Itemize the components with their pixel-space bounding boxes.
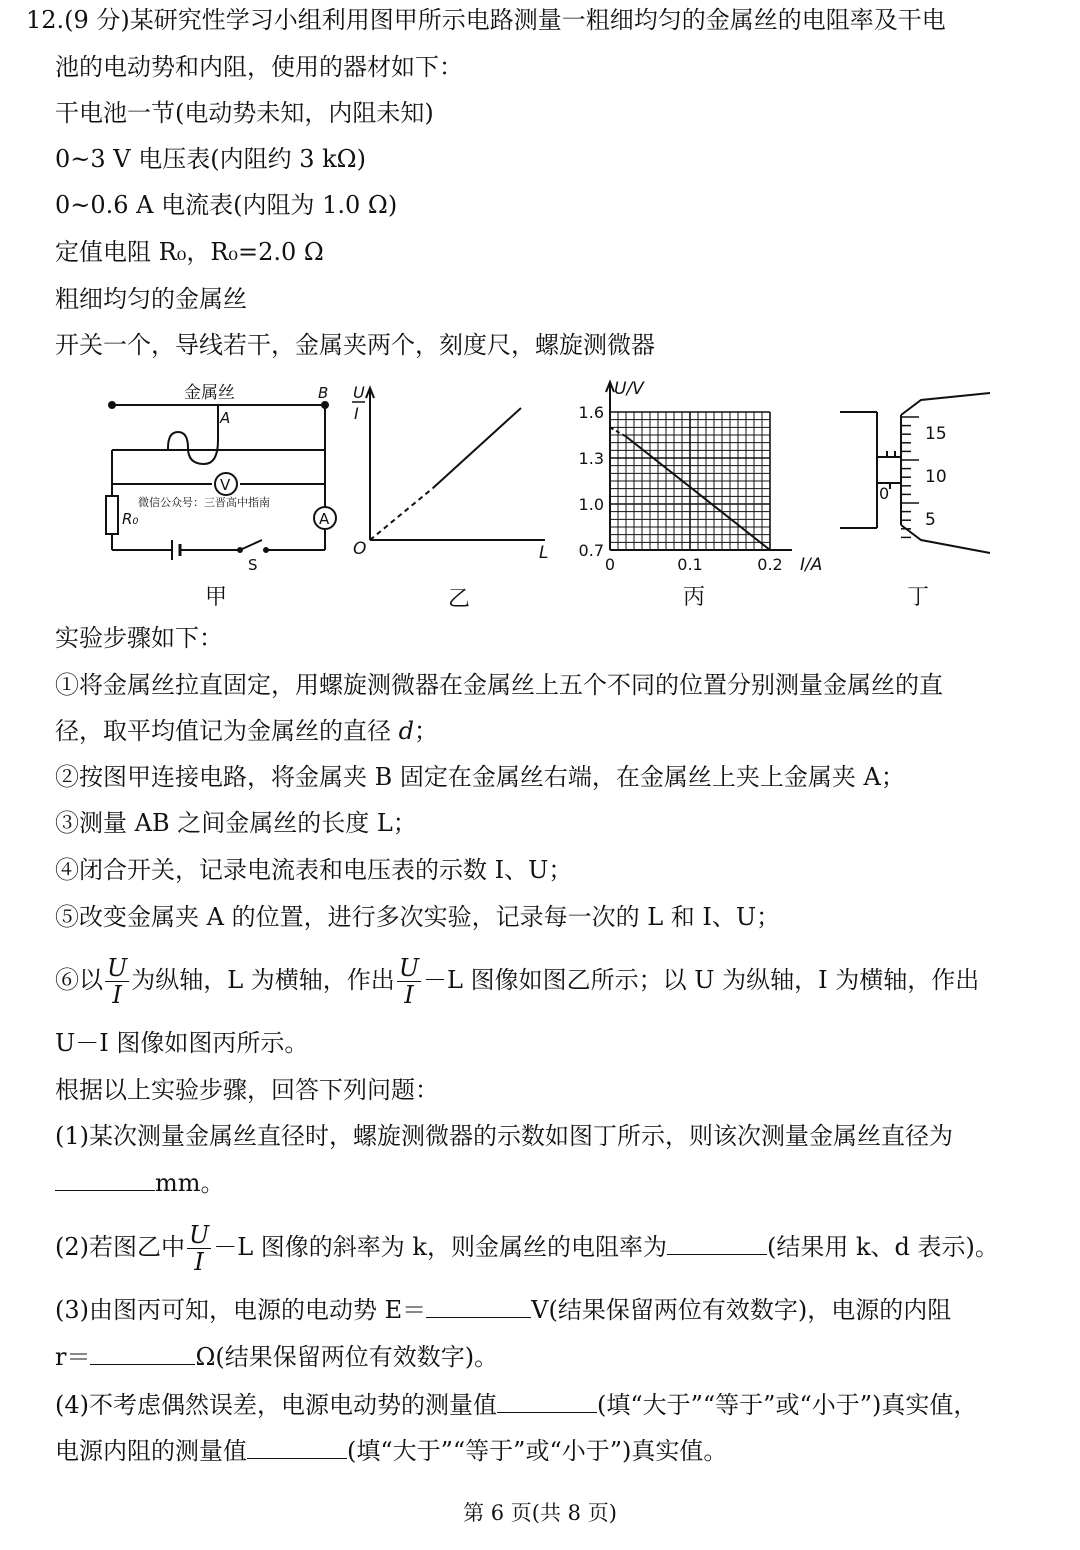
figure-yi-caption: 乙 [448, 587, 471, 612]
resistor-label: R₀ [122, 510, 139, 528]
ding-tick-10: 10 [925, 467, 947, 487]
bing-x-label: I/A [800, 555, 823, 575]
answer-blank-6[interactable] [247, 1436, 347, 1459]
step-6: ⑥以 $\frac{U}{I}$ 为纵轴，L 为横轴，作出 $\frac{U}{I}$ －L 图像如图乙所示；以 U 为纵轴，I 为横轴，作出 [55, 954, 980, 1009]
watermark-text: 微信公众号：三晋高中指南 [138, 496, 270, 509]
y-tick-label: 0.7 [578, 541, 604, 560]
question-line-2: 池的电动势和内阻，使用的器材如下： [55, 53, 463, 81]
yi-x-label: L [539, 543, 549, 563]
equipment-5: 粗细均匀的金属丝 [55, 285, 247, 313]
ding-tick-5: 5 [925, 510, 936, 530]
step-3: ③测量 AB 之间金属丝的长度 L； [55, 809, 417, 837]
step-5: ⑤改变金属夹 A 的位置，进行多次实验，记录每一次的 L 和 I、U； [55, 903, 781, 931]
step-4: ④闭合开关，记录电流表和电压表的示数 I、U； [55, 856, 573, 884]
yi-y-num: U [353, 383, 365, 402]
step-1b: 径，取平均值记为金属丝的直径 d； [55, 717, 439, 745]
page-footer: 第 6 页(共 8 页) [463, 1501, 617, 1525]
switch-label: S [248, 556, 258, 574]
graph-yi [345, 378, 560, 568]
y-tick-label: 1.3 [578, 449, 604, 468]
equipment-4: 定值电阻 R₀，R₀=2.0 Ω [55, 238, 324, 266]
bing-y-label: U/V [614, 379, 644, 399]
chart-u-i [570, 372, 835, 582]
figure-bing-caption: 丙 [683, 585, 706, 610]
y-tick-label: 1.6 [578, 403, 604, 422]
answer-blank-3[interactable] [426, 1295, 531, 1318]
q4-line-b: 电源内阻的测量值 (填“大于”“等于”或“小于”)真实值。 [55, 1437, 728, 1465]
circuit-diagram [100, 378, 350, 578]
micrometer-diagram [835, 385, 995, 570]
answer-blank-4[interactable] [90, 1342, 195, 1365]
q3-line-a: (3)由图丙可知，电源的电动势 E＝ V(结果保留两位有效数字)，电源的内阻 [55, 1296, 952, 1324]
x-tick-label: 0.1 [677, 555, 703, 574]
figure-ding-caption: 丁 [907, 585, 930, 610]
yi-y-den: I [354, 404, 359, 423]
equipment-2: 0~3 V 电压表(内阻约 3 kΩ) [55, 145, 366, 173]
ding-zero: 0 [879, 484, 890, 503]
equipment-6: 开关一个，导线若干，金属夹两个，刻度尺，螺旋测微器 [55, 331, 655, 359]
q3-line-b: r＝ Ω(结果保留两位有效数字)。 [55, 1343, 499, 1371]
q4-line-a: (4)不考虑偶然误差，电源电动势的测量值 (填“大于”“等于”或“小于”)真实值， [55, 1391, 978, 1419]
answer-blank-1[interactable] [55, 1168, 155, 1191]
fraction-u-over-i: $\frac{U}{I}$ [189, 1221, 210, 1276]
x-tick-label: 0 [604, 555, 616, 574]
wire-label: 金属丝 [184, 383, 235, 403]
steps-title: 实验步骤如下： [55, 624, 223, 652]
clip-a-label: A [220, 409, 231, 427]
equipment-3: 0~0.6 A 电流表(内阻为 1.0 Ω) [55, 191, 398, 219]
x-tick-label: 0.2 [757, 555, 783, 574]
answers-intro: 根据以上实验步骤，回答下列问题： [55, 1076, 439, 1104]
y-tick-label: 1.0 [578, 495, 604, 514]
voltmeter-label: V [220, 476, 231, 494]
answer-blank-5[interactable] [497, 1390, 597, 1413]
step-6-cont: U－I 图像如图丙所示。 [55, 1029, 309, 1057]
step-2: ②按图甲连接电路，将金属夹 B 固定在金属丝右端，在金属丝上夹上金属夹 A； [55, 763, 905, 791]
step-1a: ①将金属丝拉直固定，用螺旋测微器在金属丝上五个不同的位置分别测量金属丝的直 [55, 671, 943, 699]
q2-line: (2)若图乙中 $\frac{U}{I}$ －L 图像的斜率为 k，则金属丝的电阻率为 (结果用 k、d 表示)。 [55, 1221, 999, 1276]
equipment-1: 干电池一节(电动势未知，内阻未知) [55, 99, 434, 127]
clip-b-label: B [318, 384, 329, 402]
fraction-u-over-i: $\frac{U}{I}$ [107, 954, 128, 1009]
yi-origin: O [353, 539, 367, 559]
q1-line-b: mm。 [55, 1168, 225, 1198]
q1-line-a: (1)某次测量金属丝直径时，螺旋测微器的示数如图丁所示，则该次测量金属丝直径为 [55, 1122, 953, 1150]
figure-jia-caption: 甲 [205, 585, 228, 610]
ammeter-label: A [319, 510, 330, 528]
question-line-1: 12.(9 分)某研究性学习小组利用图甲所示电路测量一粗细均匀的金属丝的电阻率及干电 [26, 6, 946, 34]
answer-blank-2[interactable] [667, 1232, 767, 1255]
fraction-u-over-i: $\frac{U}{I}$ [398, 954, 420, 1009]
ding-tick-15: 15 [925, 424, 947, 444]
